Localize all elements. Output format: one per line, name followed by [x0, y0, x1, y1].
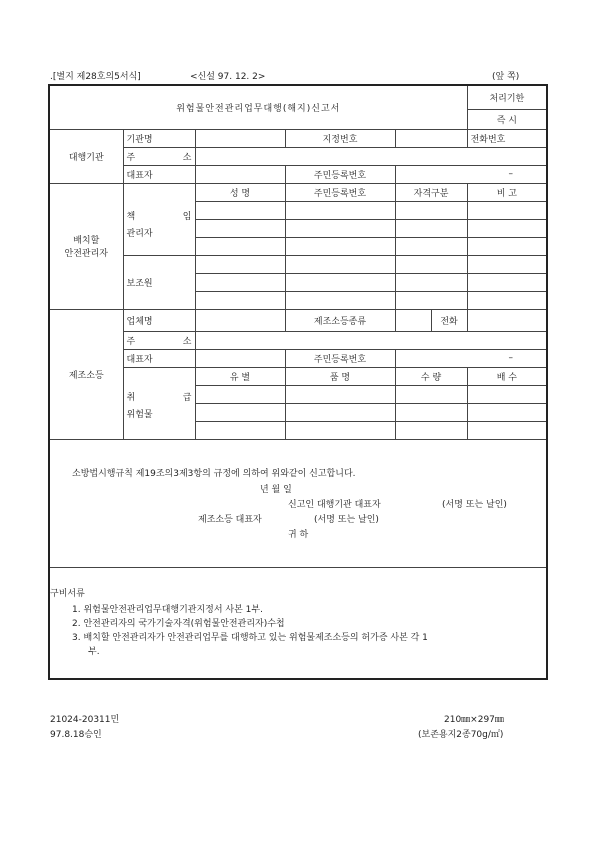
facility-rrn-dash: –	[508, 353, 514, 363]
table-cell[interactable]	[467, 403, 547, 421]
agency-rrn-label: 주민등록번호	[285, 165, 395, 183]
form-code: 21024-20311민	[50, 715, 120, 725]
facility-type-field[interactable]	[395, 309, 431, 331]
declaration-date: 년 월 일	[260, 484, 292, 495]
table-cell[interactable]	[195, 219, 285, 237]
facility-address-field[interactable]	[195, 331, 547, 349]
table-cell[interactable]	[285, 201, 395, 219]
col-name: 성 명	[195, 183, 285, 201]
table-cell[interactable]	[467, 273, 547, 291]
table-cell[interactable]	[285, 219, 395, 237]
col-item: 품 명	[285, 367, 395, 385]
table-cell[interactable]	[285, 385, 395, 403]
facility-rrn-field[interactable]	[395, 349, 547, 367]
agency-name-label: 기관명	[123, 129, 195, 147]
agency-section: 대행기관	[49, 129, 123, 183]
processing-value: 즉 시	[467, 109, 547, 129]
col-qualification: 자격구분	[395, 183, 467, 201]
agency-rep-label: 대표자	[123, 165, 195, 183]
col-rrn: 주민등록번호	[285, 183, 395, 201]
facility-rrn-label: 주민등록번호	[285, 349, 395, 367]
document-item-2: 2. 안전관리자의 국가기술자격(위험물안전관리자)수첩	[72, 618, 285, 629]
declaration-text: 소방법시행규칙 제19조의3제3항의 규정에 의하여 위와같이 신고합니다.	[72, 468, 356, 479]
form-title: 위험물안전관리업무대행(해지)신고서	[49, 85, 467, 129]
table-cell[interactable]	[195, 385, 285, 403]
table-cell[interactable]	[467, 255, 547, 273]
table-cell[interactable]	[467, 291, 547, 309]
table-cell[interactable]	[395, 219, 467, 237]
agency-rrn-field[interactable]	[395, 165, 547, 183]
manager-section-line1: 배치할	[73, 236, 100, 246]
table-cell[interactable]	[285, 255, 395, 273]
table-cell[interactable]	[195, 255, 285, 273]
resp-b: 임	[182, 212, 192, 222]
table-cell[interactable]	[395, 201, 467, 219]
report-form	[48, 84, 548, 680]
page-side: (앞 쪽)	[492, 72, 520, 82]
resp-a: 책	[126, 212, 136, 222]
table-cell[interactable]	[195, 273, 285, 291]
table-cell[interactable]	[285, 291, 395, 309]
col-remarks: 비 고	[467, 183, 547, 201]
manager-section-line2: 안전관리자	[64, 249, 108, 259]
declaration-box	[49, 439, 547, 567]
document-item-3: 3. 배치할 안전관리자가 안전관리업무를 대행하고 있는 위험물제조소등의 허가증 사본 각 1	[72, 632, 428, 643]
agency-address-field[interactable]	[195, 147, 547, 165]
hz-c: 위험물	[126, 409, 153, 420]
handled-hazmat-label	[123, 367, 195, 439]
hz-a: 취	[126, 392, 136, 403]
facility-rep-label: 대표자	[123, 349, 195, 367]
document-item-1: 1. 위험물안전관리업무대행기관지정서 사본 1부.	[72, 604, 263, 615]
table-cell[interactable]	[195, 237, 285, 255]
table-cell[interactable]	[395, 403, 467, 421]
required-documents-box	[49, 567, 547, 679]
assistant-label: 보조원	[123, 255, 195, 309]
facility-type-label: 제조소등종류	[285, 309, 395, 331]
table-cell[interactable]	[285, 273, 395, 291]
table-cell[interactable]	[395, 291, 467, 309]
facility-rep-field[interactable]	[195, 349, 285, 367]
documents-label: 구비서류	[50, 588, 85, 599]
addressee: 귀 하	[288, 529, 309, 540]
fac-address-label-b: 소	[182, 336, 192, 347]
form-reference: .[별지 제28호의5서식]	[50, 72, 141, 82]
processing-label: 처리기한	[467, 85, 547, 109]
address-label-b: 소	[182, 152, 192, 163]
facility-rep-sign-label: 제조소등 대표자	[198, 514, 262, 525]
agency-rrn-dash: –	[508, 169, 514, 179]
revision-note: <신설 97. 12. 2>	[190, 72, 266, 82]
manager-header-blank	[123, 183, 195, 201]
hz-b: 급	[182, 392, 192, 403]
table-cell[interactable]	[395, 237, 467, 255]
table-cell[interactable]	[467, 237, 547, 255]
col-class: 유 별	[195, 367, 285, 385]
approval-date: 97.8.18승인	[50, 730, 102, 740]
facility-biz-label: 업체명	[123, 309, 195, 331]
responsible-manager-label	[123, 201, 195, 255]
table-cell[interactable]	[467, 385, 547, 403]
paper-type: (보존용지2종70g/㎡)	[418, 730, 504, 740]
table-cell[interactable]	[467, 421, 547, 439]
agency-rep-sign-label: 신고인 대행기관 대표자	[288, 499, 381, 510]
agency-phone-cell[interactable]	[467, 129, 547, 147]
table-cell[interactable]	[285, 421, 395, 439]
table-cell[interactable]	[395, 255, 467, 273]
facility-sign-note: (서명 또는 날인)	[314, 514, 379, 525]
table-cell[interactable]	[395, 385, 467, 403]
agency-phone-label: 전화번호	[470, 134, 506, 145]
table-cell[interactable]	[195, 201, 285, 219]
resp-c: 관리자	[126, 229, 153, 239]
table-cell[interactable]	[467, 201, 547, 219]
agency-rep-field[interactable]	[195, 165, 285, 183]
table-cell[interactable]	[195, 421, 285, 439]
table-cell[interactable]	[395, 273, 467, 291]
address-label-a: 주	[126, 152, 136, 163]
table-cell[interactable]	[467, 219, 547, 237]
table-cell[interactable]	[285, 403, 395, 421]
table-cell[interactable]	[195, 403, 285, 421]
facility-phone-field[interactable]	[467, 309, 547, 331]
col-quantity: 수 량	[395, 367, 467, 385]
table-cell[interactable]	[195, 291, 285, 309]
manager-section	[49, 183, 123, 309]
designation-label: 지정번호	[285, 129, 395, 147]
facility-biz-field[interactable]	[195, 309, 285, 331]
table-cell[interactable]	[285, 237, 395, 255]
agency-name-field[interactable]	[195, 129, 285, 147]
col-multiple: 배 수	[467, 367, 547, 385]
facility-section: 제조소등	[49, 309, 123, 439]
designation-field[interactable]	[395, 129, 467, 147]
table-cell[interactable]	[395, 421, 467, 439]
document-item-3-cont: 부.	[88, 646, 100, 657]
facility-phone-label: 전화	[431, 309, 467, 331]
agency-sign-note: (서명 또는 날인)	[442, 499, 507, 510]
paper-size: 210㎜×297㎜	[444, 715, 504, 725]
fac-address-label-a: 주	[126, 336, 136, 347]
